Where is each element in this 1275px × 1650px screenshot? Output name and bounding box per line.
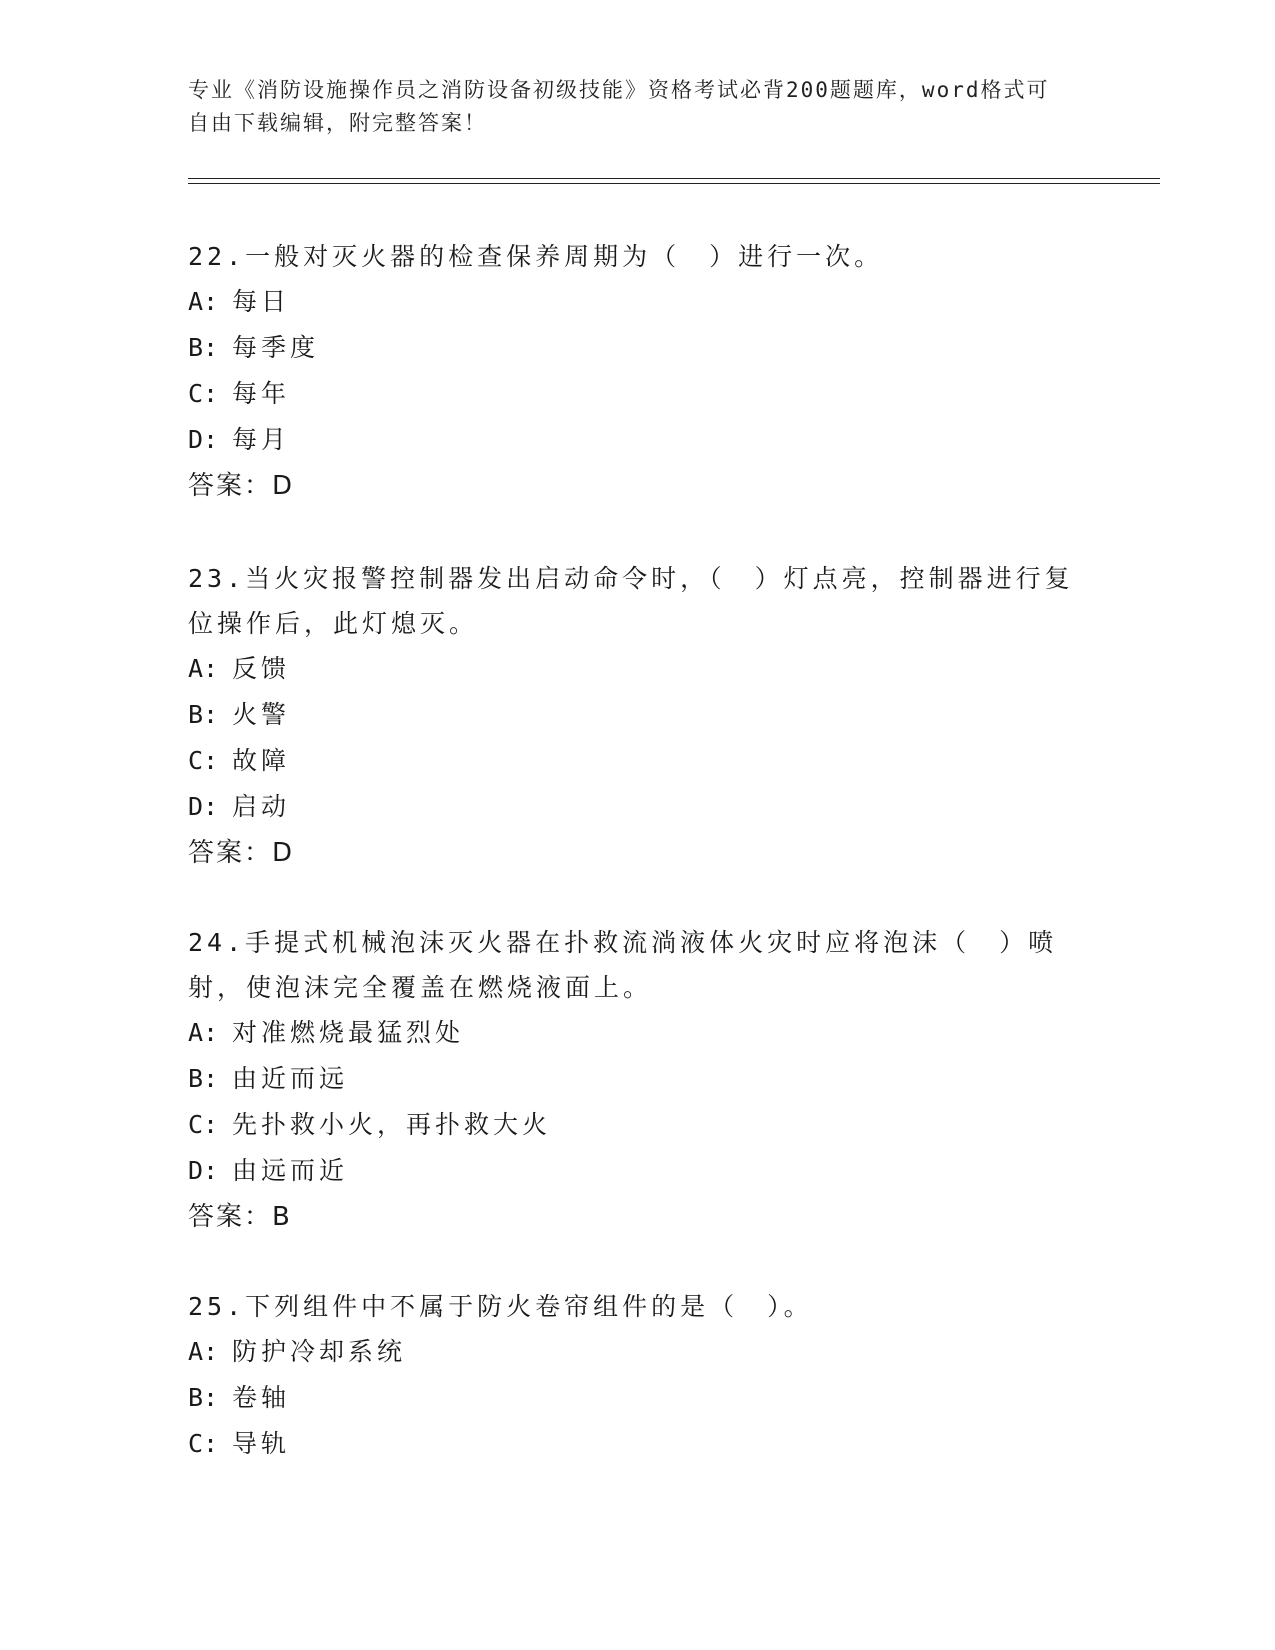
option-text: 对准燃烧最猛烈处 (232, 1018, 465, 1047)
option-text: 由远而近 (232, 1156, 349, 1185)
question-stem: 22.一般对灭火器的检查保养周期为（ ）进行一次。 (188, 242, 884, 271)
option-letter: C: (188, 379, 219, 408)
option-text: 启动 (232, 792, 291, 821)
option-text: 防护冷却系统 (232, 1337, 407, 1366)
option-letter: C: (188, 1429, 219, 1458)
answer-line: 答案：B (188, 1202, 292, 1232)
option-text: 反馈 (232, 654, 291, 683)
document-header: 专业《消防设施操作员之消防设备初级技能》资格考试必背200题题库，word格式可自由下载编辑，附完整答案！ (188, 78, 1050, 135)
question-block (188, 234, 1088, 509)
option-c (188, 1102, 1088, 1148)
option-text: 每月 (232, 425, 291, 454)
option-text: 故障 (232, 746, 291, 775)
option-text: 先扑救小火，再扑救大火 (232, 1110, 552, 1139)
question-stem: 23.当火灾报警控制器发出启动命令时，（ ）灯点亮，控制器进行复位操作后，此灯熄灭。 (188, 564, 1074, 638)
option-b (188, 1056, 1088, 1102)
question-block (188, 1284, 1088, 1467)
option-d (188, 1148, 1088, 1194)
option-a (188, 1329, 1088, 1375)
option-letter: B: (188, 1383, 219, 1412)
answer-line: 答案：D (188, 471, 295, 501)
option-text: 每年 (232, 379, 291, 408)
option-d (188, 784, 1088, 830)
option-letter: D: (188, 792, 219, 821)
option-text: 导轨 (232, 1429, 291, 1458)
option-letter: A: (188, 1018, 219, 1047)
option-letter: B: (188, 333, 219, 362)
option-letter: D: (188, 1156, 219, 1185)
option-letter: D: (188, 425, 219, 454)
option-letter: B: (188, 700, 219, 729)
header-divider-line (188, 178, 1160, 179)
option-b (188, 325, 1088, 371)
option-a (188, 1010, 1088, 1056)
option-b (188, 1375, 1088, 1421)
question-block (188, 556, 1088, 876)
option-text: 卷轴 (232, 1383, 291, 1412)
option-letter: C: (188, 746, 219, 775)
question-stem: 24.手提式机械泡沫灭火器在扑救流淌液体火灾时应将泡沫（ ）喷射，使泡沫完全覆盖在燃烧液面上。 (188, 928, 1058, 1002)
answer-line: 答案：D (188, 838, 295, 868)
option-text: 每日 (232, 287, 291, 316)
header-divider-line-double (188, 183, 1160, 184)
option-c (188, 371, 1088, 417)
option-a (188, 279, 1088, 325)
option-text: 火警 (232, 700, 291, 729)
option-letter: A: (188, 287, 219, 316)
option-text: 由近而远 (232, 1064, 349, 1093)
question-block (188, 920, 1088, 1240)
option-d (188, 417, 1088, 463)
option-text: 每季度 (232, 333, 320, 362)
question-stem: 25.下列组件中不属于防火卷帘组件的是（ ）。 (188, 1292, 813, 1321)
option-letter: B: (188, 1064, 219, 1093)
option-c (188, 1421, 1088, 1467)
option-letter: A: (188, 654, 219, 683)
option-letter: C: (188, 1110, 219, 1139)
option-a (188, 646, 1088, 692)
option-b (188, 692, 1088, 738)
option-c (188, 738, 1088, 784)
option-letter: A: (188, 1337, 219, 1366)
